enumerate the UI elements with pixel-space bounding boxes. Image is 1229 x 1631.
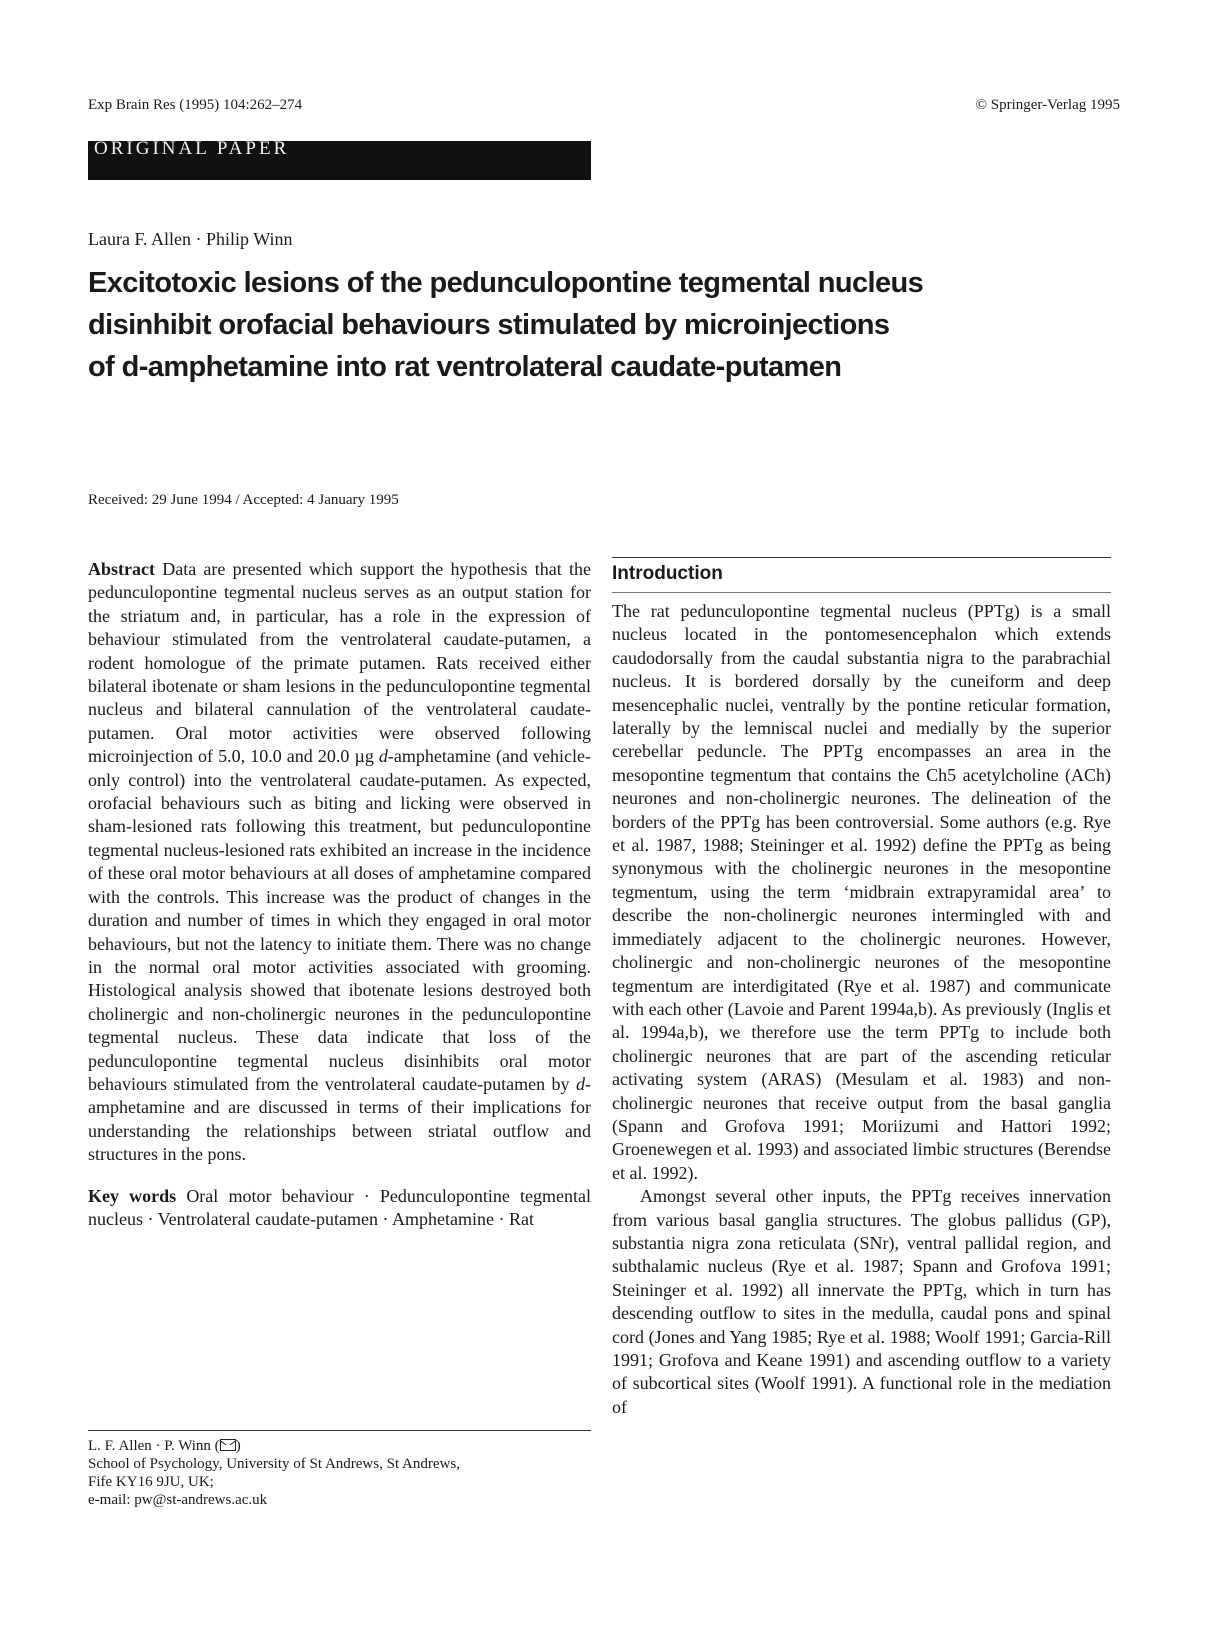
footnote-email[interactable]: e-mail: pw@st-andrews.ac.uk bbox=[88, 1492, 268, 1508]
footnote-divider bbox=[88, 1430, 591, 1431]
copyright-notice: © Springer-Verlag 1995 bbox=[975, 97, 1120, 113]
article-type-banner bbox=[88, 138, 591, 180]
keywords bbox=[88, 1185, 591, 1232]
right-column bbox=[612, 600, 1111, 1419]
section-rule bbox=[612, 592, 1111, 593]
title-line: Excitotoxic lesions of the pedunculopontine tegmental nucleus bbox=[88, 267, 924, 299]
footnote-names: L. F. Allen · P. Winn ( bbox=[88, 1438, 220, 1454]
journal-reference: Exp Brain Res (1995) 104:262–274 bbox=[88, 97, 303, 113]
abstract-text: -amphetamine (and vehicle-only control) into the ventrolateral caudate-putamen. As expected, orofacial behaviours such as biting and licking were observed in sham-lesioned rats following this treatment, but pedunculopontine tegmental nucleus-lesioned rats exhibited an increase in the incidence of these oral motor behaviours at all doses of amphetamine compared with the controls. This increase was the product of changes in the duration and number of times in which they engaged in oral motor behaviours, but not the latency to initiate them. There was no change in the normal oral motor activities associated with grooming. Histological analysis showed that ibotenate lesions destroyed both cholinergic and non-cholinergic neurones in the pedunculopontine tegmental nucleus. These data indicate that loss of the pedunculopontine tegmental nucleus disinhibits oral motor behaviours stimulated from the ventrolateral caudate-putamen by bbox=[88, 746, 591, 1094]
footnote-postcode: Fife KY16 9JU, UK; bbox=[88, 1474, 214, 1490]
abstract-label: Abstract bbox=[88, 559, 155, 579]
introduction-paragraph: Amongst several other inputs, the PPTg receives innervation from various basal ganglia structures. The globus pallidus (GP), substantia nigra zona reticulata (SNr), ventral pallidal region, and subthalamic nucleus (Rye et al. 1987; Spann and Grofova 1991; Steininger et al. 1992) all innervate the PPTg, which in turn has descending outflow to sites in the medulla, caudal pons and spinal cord (Jones and Yang 1985; Rye et al. 1988; Woolf 1991; Garcia-Rill 1991; Grofova and Keane 1991) and ascending outflow to a variety of subcortical sites (Woolf 1991). A functional role in the mediation of bbox=[612, 1186, 1111, 1417]
title-line: of d-amphetamine into rat ventrolateral caudate-putamen bbox=[88, 351, 842, 383]
article-title bbox=[88, 262, 1048, 388]
keywords-text: Oral motor behaviour · Pedunculopontine tegmental nucleus · Ventrolateral caudate-putamen · Amphetamine · Rat bbox=[88, 1185, 591, 1229]
section-rule bbox=[612, 557, 1111, 558]
abstract bbox=[88, 558, 591, 1167]
footnote-names-end: ) bbox=[235, 1438, 241, 1454]
article-type-label: ORIGINAL PAPER bbox=[94, 138, 290, 159]
introduction-paragraph: The rat pedunculopontine tegmental nucleus (PPTg) is a small nucleus located in the pontomesencephalon which extends caudodorsally from the caudal substantia nigra to the parabrachial nucleus. It is bordered dorsally by the cuneiform and deep mesencephalic nuclei, ventrally by the pontine reticular formation, laterally by the lemniscal nuclei and medially by the superior cerebellar peduncle. The PPTg encompasses an area in the mesopontine tegmentum that contains the Ch5 acetylcholine (ACh) neurones and non-cholinergic neurones. The delineation of the borders of the PPTg has been controversial. Some authors (e.g. Rye et al. 1987, 1988; Steininger et al. 1992) define the PPTg as being synonymous with the cholinergic neurones in the mesopontine tegmentum, using the term ‘midbrain extrapyramidal area’ to describe the non-cholinergic neurones intermingled with and immediately adjacent to the cholinergic neurones. However, cholinergic and non-cholinergic neurones of the mesopontine tegmentum are interdigitated (Rye et al. 1987) and communicate with each other (Lavoie and Parent 1994a,b). As previously (Inglis et al. 1994a,b), we therefore use the term PPTg to include both cholinergic neurones that are part of the ascending reticular activating system (ARAS) (Mesulam et al. 1983) and non-cholinergic neurones that receive output from the basal ganglia (Spann and Grofova 1991; Moriizumi and Hattori 1992; Groenewegen et al. 1993) and associated limbic structures (Berendse et al. 1992). bbox=[612, 601, 1111, 1183]
received-accepted-dates: Received: 29 June 1994 / Accepted: 4 January 1995 bbox=[88, 492, 399, 508]
author-list: Laura F. Allen · Philip Winn bbox=[88, 229, 293, 249]
introduction-heading: Introduction bbox=[612, 563, 723, 584]
abstract-text: Data are presented which support the hypothesis that the pedunculopontine tegmental nucleus serves as an output station for the striatum and, in particular, has a role in the expression of behaviour stimulated from the ventrolateral caudate-putamen, a rodent homologue of the primate putamen. Rats received either bilateral ibotenate or sham lesions in the pedunculopontine tegmental nucleus and bilateral cannulation of the ventrolateral caudate-putamen. Oral motor activities were observed following microinjection of 5.0, 10.0 and 20.0 µg bbox=[88, 559, 591, 767]
abstract-italic: d bbox=[576, 1073, 585, 1094]
left-column bbox=[88, 558, 591, 1231]
title-line: disinhibit orofacial behaviours stimulated by microinjections bbox=[88, 309, 890, 341]
footnote-address: School of Psychology, University of St Andrews, St Andrews, bbox=[88, 1456, 460, 1472]
abstract-italic: d bbox=[378, 746, 388, 767]
footnote-authors bbox=[88, 1437, 460, 1455]
keywords-label: Key words bbox=[88, 1185, 177, 1206]
correspondence-footnote bbox=[88, 1437, 460, 1509]
envelope-icon bbox=[220, 1439, 236, 1451]
abstract-text: -amphetamine and are discussed in terms of their implications for understanding the relationships between striatal outflow and structures in the pons. bbox=[88, 1073, 591, 1165]
